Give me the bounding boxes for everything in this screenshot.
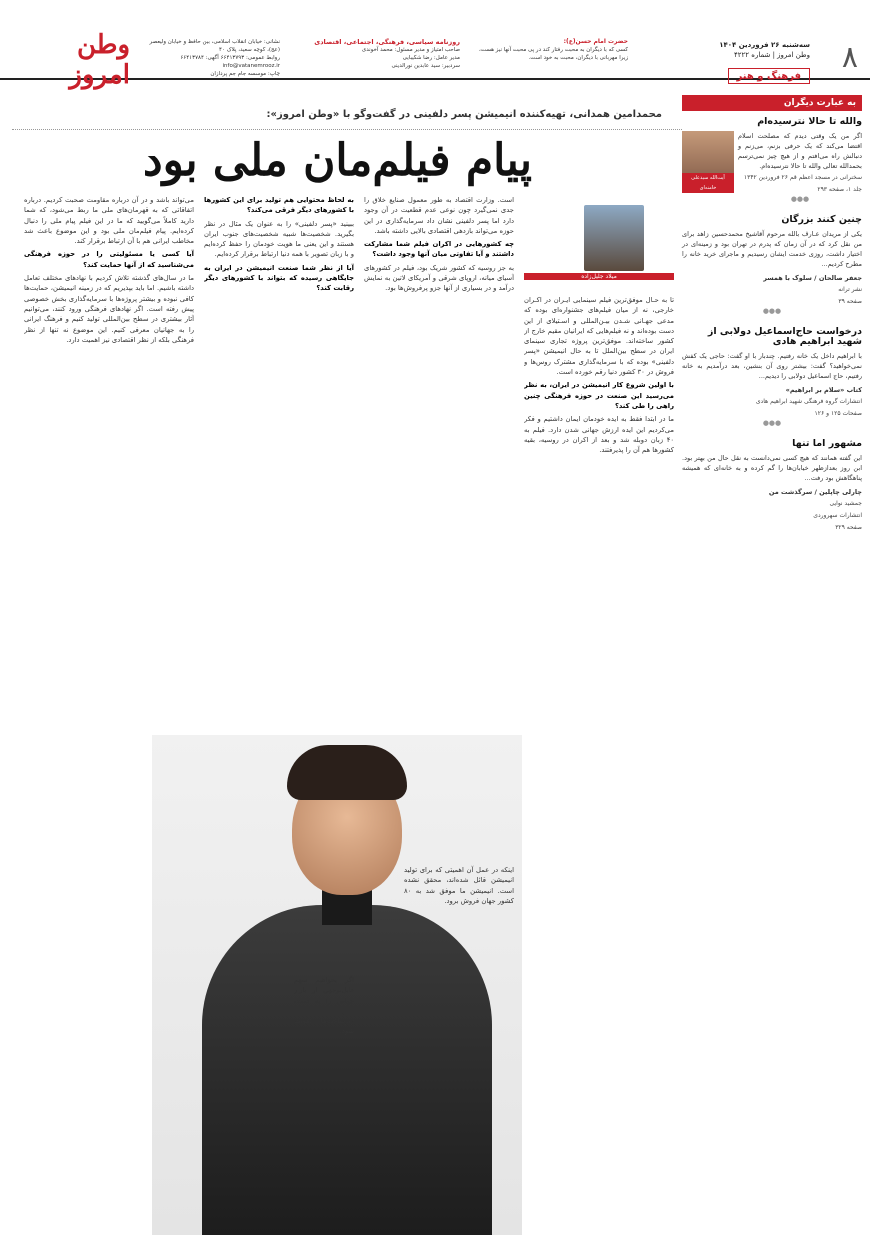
main-article — [12, 95, 682, 1235]
page-number: ۸ — [841, 40, 858, 75]
sidebar-item[interactable]: چنین کنند بزرگان یکی از مریدان عـارف بالله مرحوم آقاشیخ محمدحسین زاهد برای من نقل کرد که در آن زمان که پدرم در تهران بود و زمینه‌ای در اختیار داشت، روزی خدمت ایشان رسیدیم و ماجرای خرید خانه را مطرح کردیم... جعفر صالحان / سلوک با همسر نشر ترانه صفحه ۳۹ — [682, 214, 862, 305]
article-kicker: محمدامین همدانی، تهیه‌کننده انیمیشن پسر دلفینی در گفت‌وگو با «وطن امروز»: — [266, 109, 662, 120]
newspaper-logo[interactable] — [30, 30, 130, 90]
article-column-lower: اگر بخواهیم سهم قابل‌توجهی از بازار جهانی را به دست بیاوریم باید زیرساخت‌ها تقویت شود. — [294, 976, 354, 1036]
article-column: می‌تواند باشد و در آن درباره مقاومت صحبت کردیم. درباره اتفاقاتی که به قهرمان‌های ملی ما ربط می‌شود، که شما دارید کاملاً می‌گویید که ما در این فیلم پیام ملی را دنبال کرده‌ایم. پیام فیلم‌مان ملی بود و این موضوع باعث شد مخاطب ایرانی هم با آن ارتباط برقرار کند. آیا کسی یا مسئولیتی را در حوزه فرهنگی می‌شناسید که از آنها حمایت کند؟ ما در سال‌های گذشته تلاش کردیم با نهادهای مختلف تعامل داشته باشیم. اما باید بپذیریم که در زمینه انیمیشن، حمایت‌ها کافی نبوده و بیشتر پروژه‌ها با سرمایه‌گذاری بخش خصوصی پیش رفته است. اگر نهادهای فرهنگی ورود کنند، می‌توانیم آثار بیشتری در سطح بین‌المللی تولید کنیم و فرهنگ ایرانی را به جهانیان معرفی کنیم. این موضوع نه تنها از نظر فرهنگی بلکه از نظر اقتصادی نیز اهمیت دارد. — [24, 196, 194, 344]
sidebar-item[interactable]: درخواست حاج‌اسماعیل دولابی از شهید ابراهیم هادی با ابراهیم داخل یک خانه رفتیم. چندبار با او گفت: حاجی یک کفش نمی‌خواهید؟ گفت: بیشتر روی آن بنشین، بعد درآمدیم به خانه رفتیم، حاج اسماعیل دولابی را دیدیم... کتاب «سلام بر ابراهیم» انتشارات گروه فرهنگی شهید ابراهیم هادی صفحات ۱۲۵ و ۱۲۶ — [682, 326, 862, 417]
photo-caption: آیت‌الله سیدعلی خامنه‌ای — [682, 173, 734, 193]
sidebar-item-head: چنین کنند بزرگان — [781, 214, 862, 225]
sidebar-item-head: درخواست حاج‌اسماعیل دولابی از شهید ابراهیم هادی — [707, 326, 862, 347]
person-hair — [287, 745, 407, 800]
header-owner: روزنامه سیاسی، فرهنگی، اجتماعی، اقتصادی صاحب امتیاز و مدیر مسئول: محمد آخوندی مدیر عامل: رضا شکیبایی سردبیر: سید عابدین نورالدینی — [314, 38, 460, 69]
separator-icon: ●●● — [762, 307, 782, 315]
article-column: تا به حـال موفق‌ترین فیلم سینمایی ایـران در اکـران خارجی، نه از میان فیلم‌های جشنواره‌ای بوده که مدعی جهـانی شـدن بیـن‌المللی و اسـتیلای از این دست بوده‌اند و نه فیلم‌هایی که ایرانیان مقیم خارج از کشور ساخته‌اند. موفق‌ترین پروژه تجاری سینمای ایران در سطح بین‌الملل تا به حال انیمیشن «پسر دلفینی» بوده که با سرمایه‌گذاری مشترک روس‌ها و فروش در ۳۰ کشور دنیا رقم خورده است. با اولین شروع کار انیمیشن در ایران، به نظر می‌رسید این صنعت در حوزه فرهنگی چنین راهی را طی کند؟ ما در ابتدا فقط به ایده خودمان ایمان داشتیم و فکر می‌کردیم این ایده ارزش جهانی شدن دارد. فیلم به ۴۰ زبان دوبله شد و بعد از اکران در روسیه، بقیه کشورها هم آن را پذیرفتند. — [524, 296, 674, 455]
sidebar-item[interactable]: مشهور اما تنها این گفته همانند که هیچ کسی نمی‌دانست به نقل حال من بهتر بود. ابن روز بعدازظهر خیابان‌ها را گم کرده و به خانه‌ای که همیشه پناهگاهش بود رفت... چارلی چاپلین / سرگذشت من جمشید نوایی انتشارات سهروردی صفحه ۳۲۹ — [682, 438, 862, 531]
portrait-photo — [682, 131, 734, 193]
article-column: است. وزارت اقتصاد به طور معمول صنایع خلاق را جدی نمی‌گیرد چون نوعی عدم قطعیت در آن وجود دارد اما پسر دلفینی نشان داد سرمایه‌گذاری در این حوزه می‌تواند بازدهی اقتصادی بالایی داشته باشد. چه کشورهایی در اکران فیلم شما مشارکت داشتند و آیا تفاوتی میان آنها وجود داشت؟ به جز روسیه که کشور شریک بود، فیلم در کشورهای آسیای میانه، اروپای شرقی و آمریکای لاتین به نمایش درآمد و در بسیاری از آنها جزو پرفروش‌ها بود. — [364, 196, 514, 293]
section-tag[interactable]: فرهنگ و هنر — [728, 68, 810, 84]
sidebar — [682, 95, 862, 1235]
sidebar-item-head: والله تا حالا نترسیده‌ام — [757, 116, 862, 127]
sidebar-item[interactable]: والله تا حالا نترسیده‌ام آیت‌الله سیدعلی خامنه‌ای اگر من یک وقتی دیدم که مصلحت اسلام اقتضا می‌کند که یک حرفی بزنم، می‌زنم و دنبالش راه می‌افتم و از هیچ چیز نمی‌ترسم بحمدالله تعالی والله تا حالا نترسیده‌ام. سخنرانی در مسجد اعظم قم ۲۶ فروردین ۱۳۴۲ جلد ۱، صفحه ۲۹۳ — [682, 117, 862, 195]
author-photo — [584, 205, 644, 271]
email-link[interactable]: info@vatanemrooz.ir — [222, 63, 280, 69]
author-card — [524, 195, 674, 285]
logo-text: وطن امروز — [69, 30, 130, 90]
sidebar-item-head: مشهور اما تنها — [792, 438, 862, 449]
article-column-lower: اینکه در عمل آن اهمیتی که برای تولید انیمیشن قائل شده‌اند، محقق نشده است. انیمیشن ما موفق شد به ۸۰ کشور جهان فروش برود. — [404, 866, 514, 905]
author-name: میلاد جلیل‌زاده — [524, 273, 674, 280]
divider — [12, 129, 682, 130]
header-quote: حضرت امام حسن(ع): کسی که با دیگران به محبت رفتار کند در پی محبت آنها نیز هست، زیرا مهربانی با دیگران، محبت به خود است. — [479, 38, 628, 61]
separator-icon: ●●● — [762, 419, 782, 427]
issue-info: سه‌شنبه ۲۶ فروردین ۱۴۰۴ وطن امروز | شماره ۴۲۲۲ — [719, 41, 810, 59]
article-headline[interactable]: پیام فیلم‌مان ملی بود — [143, 135, 532, 186]
separator-icon: ●●● — [790, 195, 810, 203]
header-address: نشانی: خیابان انقلاب اسلامی، بین حافظ و خیابان ولیعصر (عج)، کوچه سعید، پلاک ۴۰ روابط عمومی: ۶۶۴۱۳۷۹۳ آگهی: ۶۶۴۱۳۷۸۴ info@vatanemrooz.ir چاپ: موسسه جام جم پردازان — [140, 38, 280, 78]
sidebar-title: به عبارت دیگران — [682, 95, 862, 111]
article-column: به لحاظ محتوایی هم تولید برای این کشورها با کشورهای دیگر فرقی می‌کند؟ ببینید «پسر دلفینی» را به عنوان یک مثال در نظر بگیرید. شخصیت‌ها شبیه شخصیت‌های جنوب ایران هستند و این یعنی ما هویت خودمان را حفظ کرده‌ایم و با زبان تصویر با همه دنیا ارتباط برقرار کرده‌ایم. آیا از نظر شما صنعت انیمیشن در ایران به جایگاهی رسیده که بتواند با کشورهای دیگر رقابت کند؟ — [204, 196, 354, 293]
page-header — [0, 0, 870, 90]
